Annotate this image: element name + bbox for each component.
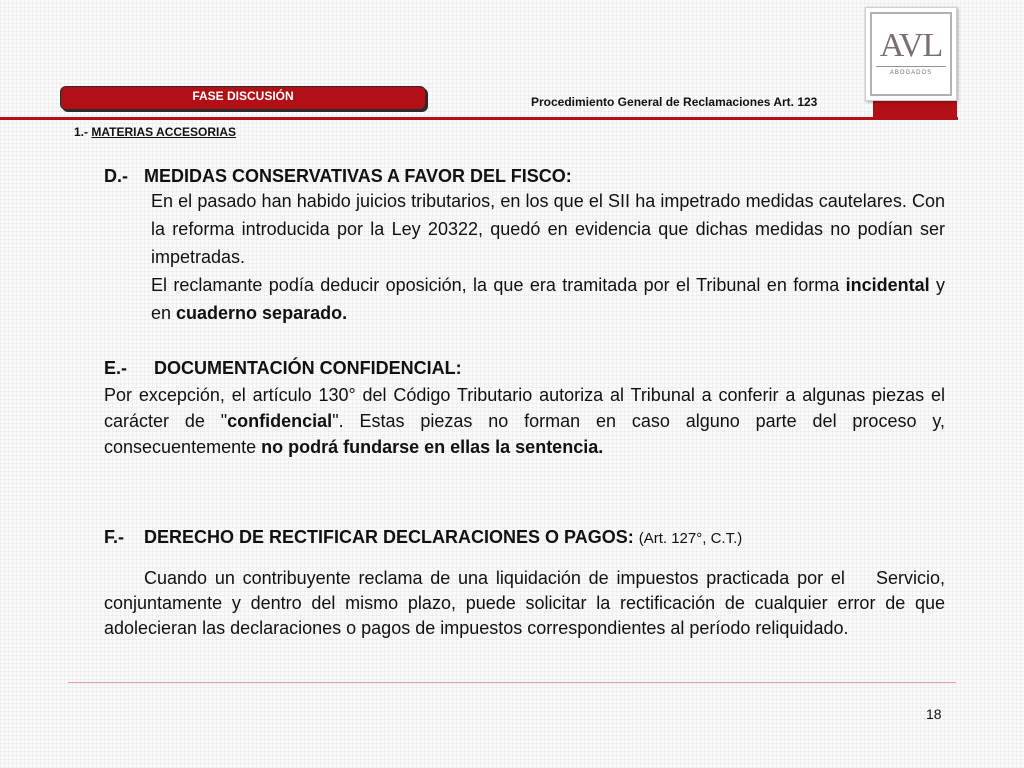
section-d-title — [104, 166, 572, 187]
section-d-p2-bold-incidental: incidental — [845, 275, 930, 295]
section-e-text-a: Por excepción, el artículo 130° del Código Tributario autoriza al Tribunal a conferir a algunas piezas el carácter de " — [104, 385, 945, 431]
header-rule-end — [946, 117, 958, 120]
section-f-reference: (Art. 127°, C.T.) — [638, 530, 743, 547]
section-e-letter: E.- — [104, 358, 128, 378]
footer-rule — [68, 682, 956, 683]
section-e-heading: DOCUMENTACIÓN CONFIDENCIAL: — [154, 358, 462, 378]
section-e-paragraph — [104, 382, 945, 460]
subheading-label: MATERIAS ACCESORIAS — [91, 125, 237, 139]
subheading — [74, 125, 236, 139]
page-number: 18 — [926, 706, 942, 722]
section-f-letter: F.- — [104, 527, 124, 547]
section-d-heading: MEDIDAS CONSERVATIVAS A FAVOR DEL FISCO: — [144, 166, 572, 186]
section-d-p2-text-c: y en — [151, 275, 945, 323]
section-d-paragraph-1: En el pasado han habido juicios tributarios, en los que el SII ha impetrado medidas cautelares. Con la reforma introducida por la Ley 20322, quedó en evidencia que dichas medidas no podían ser impetradas. — [151, 191, 945, 267]
section-d-p2-bold-cuaderno: cuaderno separado. — [176, 303, 348, 323]
section-f-heading: DERECHO DE RECTIFICAR DECLARACIONES O PAGOS: — [144, 527, 634, 547]
section-d-p2-text-a: El reclamante podía deducir oposición, la que era tramitada por el Tribunal en forma — [151, 275, 846, 295]
logo-divider — [876, 66, 946, 67]
section-e-text-c: ". Estas piezas no forman en caso alguno parte del proceso y, consecuentemente — [104, 411, 945, 457]
firm-logo — [865, 7, 957, 101]
section-f-paragraph: Cuando un contribuyente reclama de una liquidación de impuestos practicada por el Servicio, conjuntamente y dentro del mismo plazo, puede solicitar la rectificación de cualquier error de que adolecieran las declaraciones o pagos de impuestos correspondientes al período reliquidado. — [104, 568, 951, 638]
logo-text: AVL — [879, 27, 943, 64]
header-rule — [0, 117, 958, 120]
section-e-bold-confidencial: confidencial — [227, 411, 333, 431]
section-e-bold-conclusion: no podrá fundarse en ellas la sentencia. — [261, 437, 604, 457]
subheading-number: 1.- — [74, 125, 89, 139]
section-f-title — [104, 527, 742, 548]
section-d-paragraph-2 — [151, 271, 945, 327]
section-d-letter: D.- — [104, 166, 128, 186]
phase-pill — [60, 86, 426, 110]
section-e-title — [104, 358, 462, 379]
procedure-title: Procedimiento General de Reclamaciones Art. 123 — [531, 95, 818, 109]
logo-subtitle: ABOGADOS — [889, 70, 933, 76]
phase-label: FASE DISCUSIÓN — [192, 89, 294, 103]
